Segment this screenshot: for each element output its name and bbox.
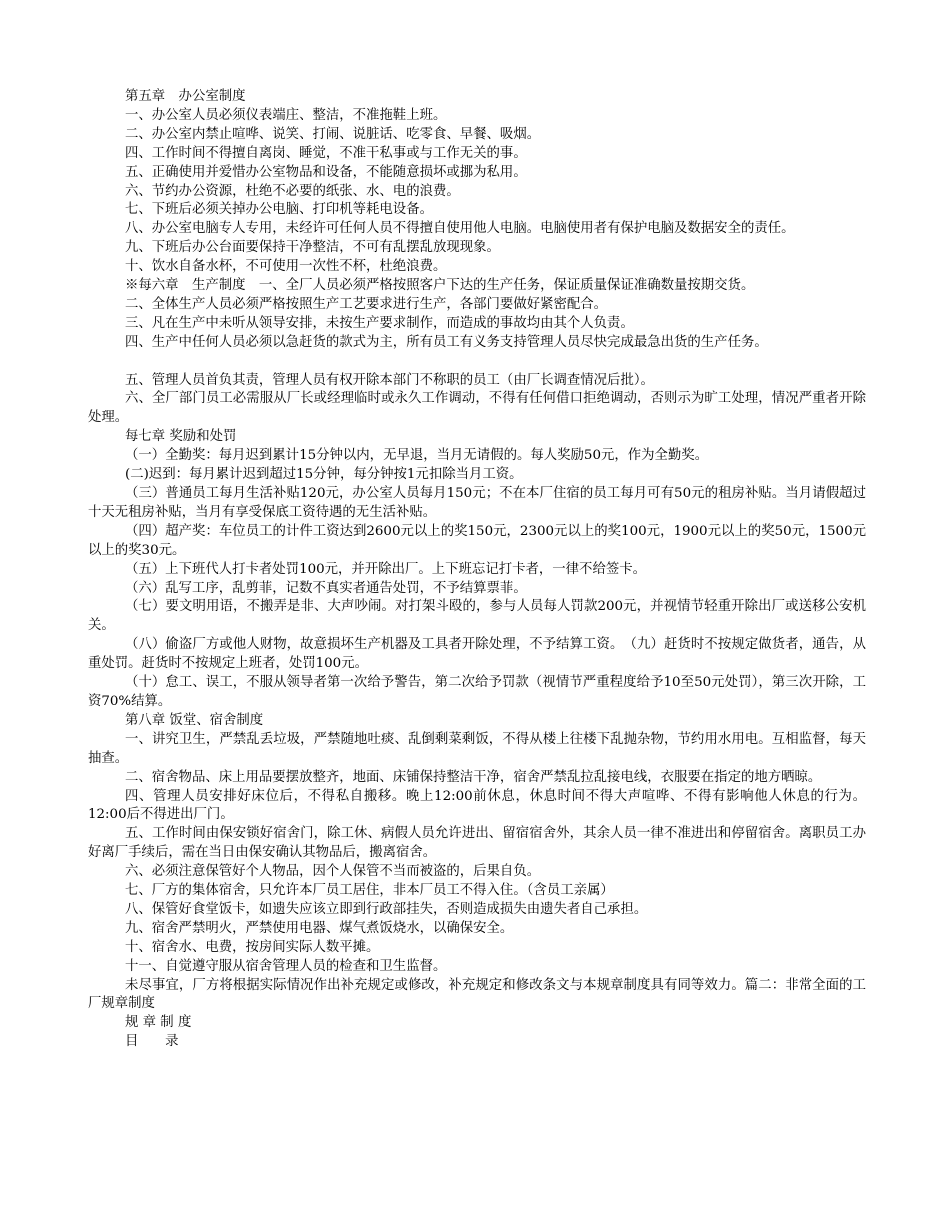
paragraph: （六）乱写工序，乱剪菲，记数不真实者通告处罚，不予结算票菲。 bbox=[125, 580, 527, 596]
paragraph: 四、管理人员安排好床位后，不得私自搬移。晚上12:00前休息，休息时间不得大声喧哗、不得有影响他人休息的行为。12:00后不得进出厂门。 bbox=[88, 788, 866, 823]
paragraph: 二、全体生产人员必须严格按照生产工艺要求进行生产，各部门要做好紧密配合。 bbox=[125, 296, 608, 312]
paragraph: 十一、自觉遵守服从宿舍管理人员的检查和卫生监督。 bbox=[125, 958, 447, 974]
paragraph: 九、下班后办公台面要保持干净整洁，不可有乱摆乱放现现象。 bbox=[125, 240, 500, 256]
paragraph: 二、办公室内禁止喧哗、说笑、打闹、说脏话、吃零食、早餐、吸烟。 bbox=[125, 126, 541, 142]
paragraph: （三）普通员工每月生活补贴120元，办公室人员每月150元；不在本厂住宿的员工每月可有50元的租房补贴。当月请假超过十天无租房补贴，当月有享受保底工资待遇的无生活补贴。 bbox=[88, 486, 866, 520]
paragraph: 第五章 办公室制度 bbox=[125, 89, 246, 104]
paragraph: (二)迟到：每月累计迟到超过15分钟，每分钟按1元扣除当月工资。 bbox=[125, 467, 523, 483]
paragraph: 六、全厂部门员工必需服从厂长或经理临时或永久工作调动，不得有任何借口拒绝调动，否则示为旷工处理，情况严重者开除处理。 bbox=[88, 391, 866, 426]
paragraph: 十、宿舍水、电费，按房间实际人数平摊。 bbox=[125, 939, 380, 955]
paragraph: （八）偷盗厂方或他人财物，故意损坏生产机器及工具者开除处理，不予结算工资。 （九）赶货时不按规定做货者，通告，从重处罚。赶货时不按规定上班者，处罚100元。 bbox=[88, 637, 866, 672]
paragraph: 七、下班后必须关掉办公电脑、打印机等耗电设备。 bbox=[125, 202, 433, 218]
paragraph: （一）全勤奖：每月迟到累计15分钟以内，无早退，当月无请假的。每人奖励50元，作为全勤奖。 bbox=[125, 448, 709, 464]
paragraph: 三、凡在生产中未听从领导安排，未按生产要求制作，而造成的事故均由其个人负责。 bbox=[125, 315, 634, 331]
paragraph: 一、讲究卫生，严禁乱丢垃圾，严禁随地吐痰、乱倒剩菜剩饭，不得从楼上往楼下乱抛杂物，节约用水用电。互相监督，每天抽查。 bbox=[88, 731, 866, 766]
document-page bbox=[88, 88, 866, 1052]
paragraph: 六、节约办公资源，杜绝不必要的纸张、水、电的浪费。 bbox=[125, 183, 460, 199]
paragraph: （七）要文明用语，不搬弄是非、大声吵闹。对打架斗殴的，参与人员每人罚款200元，并视情节轻重开除出厂或送移公安机关。 bbox=[88, 599, 866, 634]
paragraph: 四、生产中任何人员必须以急赶货的款式为主，所有员工有义务支持管理人员尽快完成最急出货的生产任务。 bbox=[125, 334, 768, 350]
paragraph: （十）怠工、误工，不服从领导者第一次给予警告，第二次给予罚款（视情节严重程度给予10至50元处罚），第三次开除，工资70%结算。 bbox=[88, 675, 866, 709]
paragraph: 六、必须注意保管好个人物品，因个人保管不当而被盗的，后果自负。 bbox=[125, 864, 541, 880]
paragraph: 七、厂方的集体宿舍，只允许本厂员工居住，非本厂员工不得入住。（含员工亲属） bbox=[125, 883, 614, 899]
paragraph: 九、宿舍严禁明火，严禁使用电器、煤气煮饭烧水，以确保安全。 bbox=[125, 920, 514, 936]
paragraph: （五）上下班代人打卡者处罚100元，并开除出厂。上下班忘记打卡者，一律不给签卡。 bbox=[125, 561, 647, 577]
paragraph: 八、办公室电脑专人专用，未经许可任何人员不得擅自使用他人电脑。电脑使用者有保护电脑及数据安全的责任。 bbox=[125, 221, 795, 237]
paragraph: 规 章 制 度 bbox=[125, 1015, 192, 1031]
paragraph: 目 录 bbox=[125, 1034, 179, 1050]
paragraph: （四）超产奖：车位员工的计件工资达到2600元以上的奖150元，2300元以上的奖100元，1900元以上的奖50元，1500元以上的奖30元。 bbox=[88, 523, 866, 558]
paragraph: 五、管理人员首负其责，管理人员有权开除本部门不称职的员工（由厂长调查情况后批）。 bbox=[125, 372, 654, 388]
paragraph: 八、保管好食堂饭卡，如遗失应该立即到行政部挂失，否则造成损失由遗失者自己承担。 bbox=[125, 901, 648, 917]
blank-line bbox=[88, 353, 866, 372]
paragraph: ※每六章 生产制度 一、全厂人员必须严格按照客户下达的生产任务，保证质量保证准确数量按期交货。 bbox=[125, 278, 755, 294]
paragraph: 二、宿舍物品、床上用品要摆放整齐，地面、床铺保持整洁干净，宿舍严禁乱拉乱接电线，衣服要在指定的地方晒晾。 bbox=[125, 769, 822, 785]
paragraph: 四、工作时间不得擅自离岗、睡觉，不准干私事或与工作无关的事。 bbox=[125, 145, 527, 161]
paragraph: 每七章 奖励和处罚 bbox=[125, 429, 237, 445]
paragraph: 第八章 饭堂、宿舍制度 bbox=[125, 712, 264, 728]
paragraph: 十、饮水自备水杯，不可使用一次性不杯，杜绝浪费。 bbox=[125, 259, 447, 275]
paragraph: 未尽事宜，厂方将根据实际情况作出补充规定或修改，补充规定和修改条文与本规章制度具有同等效力。篇二：非常全面的工厂规章制度 bbox=[88, 977, 866, 1012]
paragraph: 一、办公室人员必须仪表端庄、整洁，不准拖鞋上班。 bbox=[125, 107, 447, 123]
paragraph: 五、正确使用并爱惜办公室物品和设备，不能随意损坏或挪为私用。 bbox=[125, 164, 527, 180]
paragraph: 五、工作时间由保安锁好宿舍门，除工休、病假人员允许进出、留宿宿舍外，其余人员一律不准进出和停留宿舍。离职员工办好离厂手续后，需在当日由保安确认其物品后，搬离宿舍。 bbox=[88, 826, 866, 861]
